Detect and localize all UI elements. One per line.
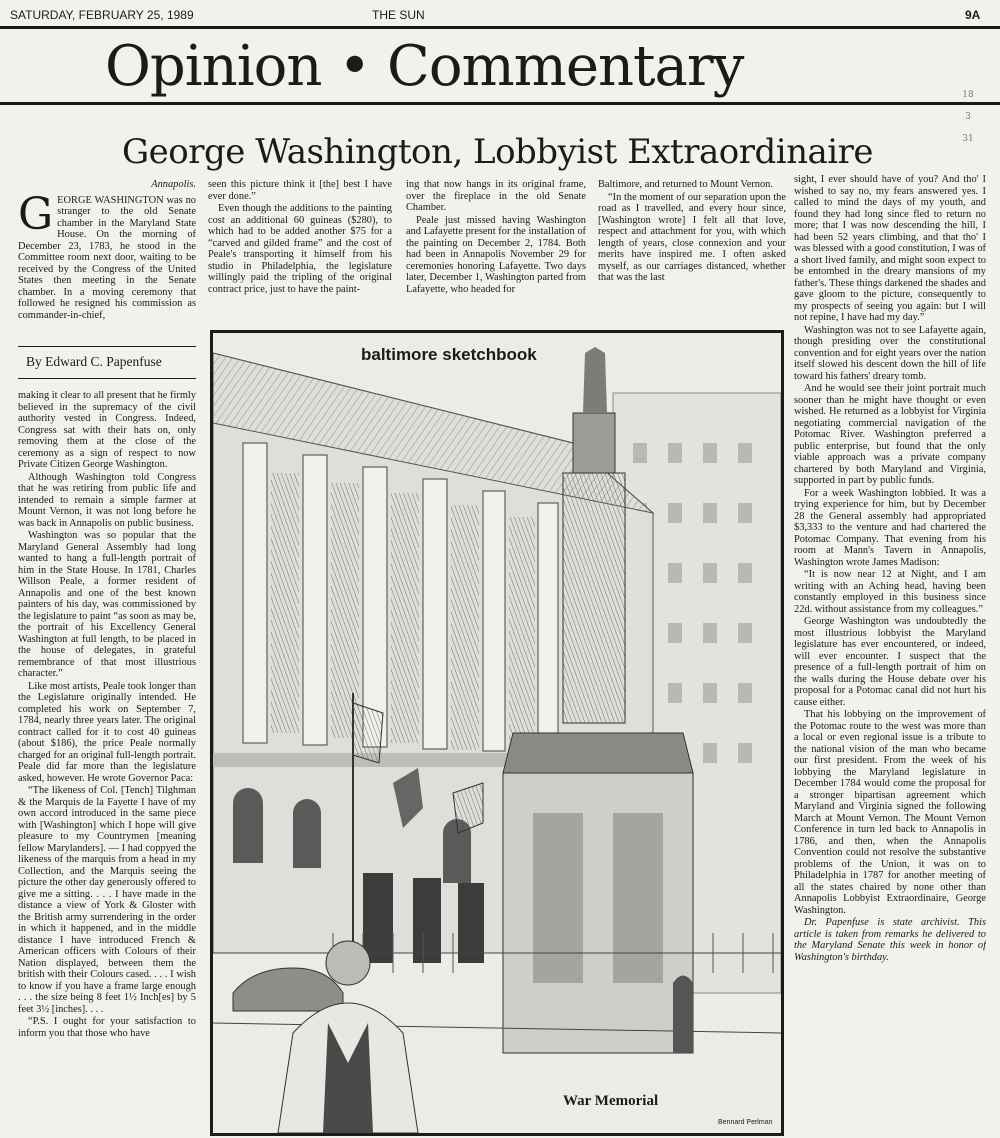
margin-marks — [958, 84, 978, 150]
intro-paragraph: EORGE WASHINGTON was no stranger to the old Senate chamber in the Maryland State House. On the morning of December 23, 1783, he stood in the Committee room next door, waiting to be received by the Congress of the United States then meeting in the Senate chamber. In a moving ceremony that followed he resigned his commission as commander-in-chief, — [18, 194, 196, 321]
byline-rule-bottom — [18, 378, 196, 379]
paragraph: Washington was not to see Lafayette again, though presiding over the constitutional convention and for eight years over the nation itself slowed his descent down the hill of life toward his fathers' dreary tomb. — [794, 324, 986, 382]
column-2 — [208, 179, 392, 329]
dateline: Annapolis. — [151, 179, 196, 190]
monument-statue — [583, 347, 607, 413]
paragraph: seen this picture think it [the] best I have ever done.” — [208, 179, 392, 202]
paragraph: Peale just missed having Washington and Lafayette present for the installation of the painting on December 2, 1784. Both had been in Annapolis November 29 for ceremonies honoring Lafayette. Two days later, December 1, Washington parted from Lafayette, who headed for — [406, 214, 586, 295]
paragraph: “In the moment of our separation upon the road as I travelled, and every hour since, [Washington wrote] I felt all that love, respect and attachment for you, with which length of years, close connexion and your merits have inspired me. I often asked myself, as our carriages distanced, whether that was the last — [598, 191, 786, 283]
margin-mark: 3 — [965, 112, 971, 122]
paragraph: Washington was so popular that the Maryland General Assembly had long wanted to hang a full-length portrait of him in the State House. In 1781, Charles Willson Peale, a former resident of Annapolis and one of the best known painters of his day, was commissioned by the legislature to paint “as soon as may be, the portrait of his Excellency General Washington at full length, to be placed in the house of delegates, in grateful remembrance of that most illustrious character.” — [18, 530, 196, 679]
column-1-body — [18, 390, 196, 1138]
paragraph: “It is now near 12 at Night, and I am writing with an Aching head, having been constantly employed in this business since 22d. without assistance from my colleagues.” — [794, 569, 986, 615]
section-rule — [0, 102, 1000, 105]
issue-date: SATURDAY, FEBRUARY 25, 1989 — [10, 8, 194, 22]
figure-head — [326, 941, 370, 985]
illustration-heading: baltimore sketchbook — [357, 345, 541, 365]
paragraph: ing that now hangs in its original frame, over the fireplace in the old Senate Chamber. — [406, 179, 586, 213]
monument-base — [503, 773, 693, 1053]
paragraph: That his lobbying on the improvement of the Potomac route to the west was more than a local or even regional issue is a tribute to the national vision of the man who became our first president. From the week of his lobbying the Maryland legislature in December 1784 would come the proposal for a stronger bipartisan agreement which Maryland and Virginia signed the following March at Mount Vernon. The Mount Vernon Conference in turn led back to Annapolis in 1786, and then, when the Annapolis Convention could not resolve the substantive problems of the Union, it was on to Philadelphia in 1787 for another meeting of all the states chaired by none other than Annapolis Lobbyist Extraordinaire, George Washington. — [794, 709, 986, 916]
byline-rule-top — [18, 346, 196, 347]
paragraph: Baltimore, and returned to Mount Vernon. — [598, 179, 773, 190]
column-3 — [406, 179, 586, 329]
paragraph: Although Washington told Congress that he was retiring from public life and intended to remain a simple farmer at Mount Vernon, it was not long before he was back in Annapolis on public business. — [18, 471, 196, 529]
column-4 — [598, 179, 786, 329]
paragraph: For a week Washington lobbied. It was a trying experience for him, but by December 28 the General assembly had appropriated $3,333 to the venture and had chartered the Potomac Company. That evening from his room at Mann's Tavern in Annapolis, Washington wrote James Madison: — [794, 487, 986, 568]
byline: By Edward C. Papenfuse — [26, 354, 162, 369]
column-1-intro — [18, 179, 196, 334]
paragraph: sight, I ever should have of you? And tho' I wished to say no, my fears answered yes. I called to mind the days of my youth, and found they had long since fled to return no more; that I was now descending the hill, I had been 52 years climbing, and that tho' I was blessed with a good constitution, I was of a short lived family, and might soon expect to be entombed in the dreary mansions of my father's. These things darkened the shades and gave gloom to the picture, consequently to my prospects of seeing you again: but I will not repine, I have had my day.” — [794, 174, 986, 323]
margin-mark: 31 — [962, 134, 974, 144]
section-title: Opinion • Commentary — [105, 34, 744, 99]
paragraph: “P.S. I ought for your satisfaction to inform you that those who have — [18, 1016, 196, 1039]
headline: George Washington, Lobbyist Extraordinaire — [122, 132, 874, 172]
paragraph: “The likeness of Col. [Tench] Tilghman & the Marquis de la Fayette I have of my own accord introduced in the same piece with [Washington] which I hope will give pleasure to my Countrymen [meaning fellow Marylanders]. — I had coppyed the likeness of the marquis from a head in my Collection, and the Marquis seeing the picture the other day generously offered to give me a sitting. . . . I have made in the distance a view of York & Gloster with the British army surrendering in the order in which it happened, and in the middle distance I have introduced French & American officers with Colours of their Nation displayed, between them the british with their Colours cased. . . . I wish to know if you have a frame large enough . . . the size being 8 feet 1½ Inch[es] by 5 feet 3½ [inches]. . . . — [18, 785, 196, 1015]
paragraph: Even though the additions to the painting cost an additional 60 guineas ($280), to which had to be added another $75 for a “carved and gilded frame” and the cost of Peale's transporting it himself from his studio in Philadelphia, the legislature willingly paid the tripling of the original contract price, just to have the paint- — [208, 203, 392, 295]
margin-mark: 18 — [962, 90, 974, 100]
header-rule — [0, 26, 1000, 29]
illustration-caption: War Memorial — [563, 1093, 659, 1109]
paragraph: making it clear to all present that he firmly believed in the supremacy of the civil authority vested in Congress. Indeed, Congress sat with their hats on, only removing them at the close of the ceremony as a sign of respect to now Private Citizen George Washington. — [18, 390, 196, 470]
column-5 — [794, 174, 986, 1138]
sketch-illustration — [210, 330, 784, 1136]
war-memorial-drawing — [213, 333, 781, 1133]
paragraph: George Washington was undoubtedly the most illustrious lobbyist the Maryland legislature has ever encountered, or indeed, will ever encounter. I suspect that the presence of a full-length portrait of him on the walls during the House debate over his proposal for a Potomac canal did not hurt his cause either. — [794, 616, 986, 708]
drop-cap: G — [18, 188, 54, 240]
paragraph: And he would see their joint portrait much sooner than he might have thought or even wished. He returned as a lobbyist for Virginia negotiating commercial navigation of the Potomac River. Washington preferred a public enterprise, but found that the only viable approach was a private company chartered by both Maryland and Virginia, supported in part by public funds. — [794, 383, 986, 486]
author-note: Dr. Papenfuse is state archivist. This article is taken from remarks he delivered to the Maryland Senate this week in honor of Washington's birthday. — [794, 917, 986, 963]
newspaper-name: THE SUN — [372, 8, 425, 22]
page-number: 9A — [965, 8, 981, 22]
artist-signature: Bennard Perlman — [718, 1119, 773, 1126]
monument-column — [563, 473, 625, 723]
paragraph: Like most artists, Peale took longer than the Legislature originally intended. He completed his work on September 7, 1784, nearly three years later. The original contract called for it to cost 40 guineas (about $186), the price Peale normally charged for an original full-length portrait. Peale did far more than the legislature asked, however. He wrote Governor Paca: — [18, 680, 196, 784]
